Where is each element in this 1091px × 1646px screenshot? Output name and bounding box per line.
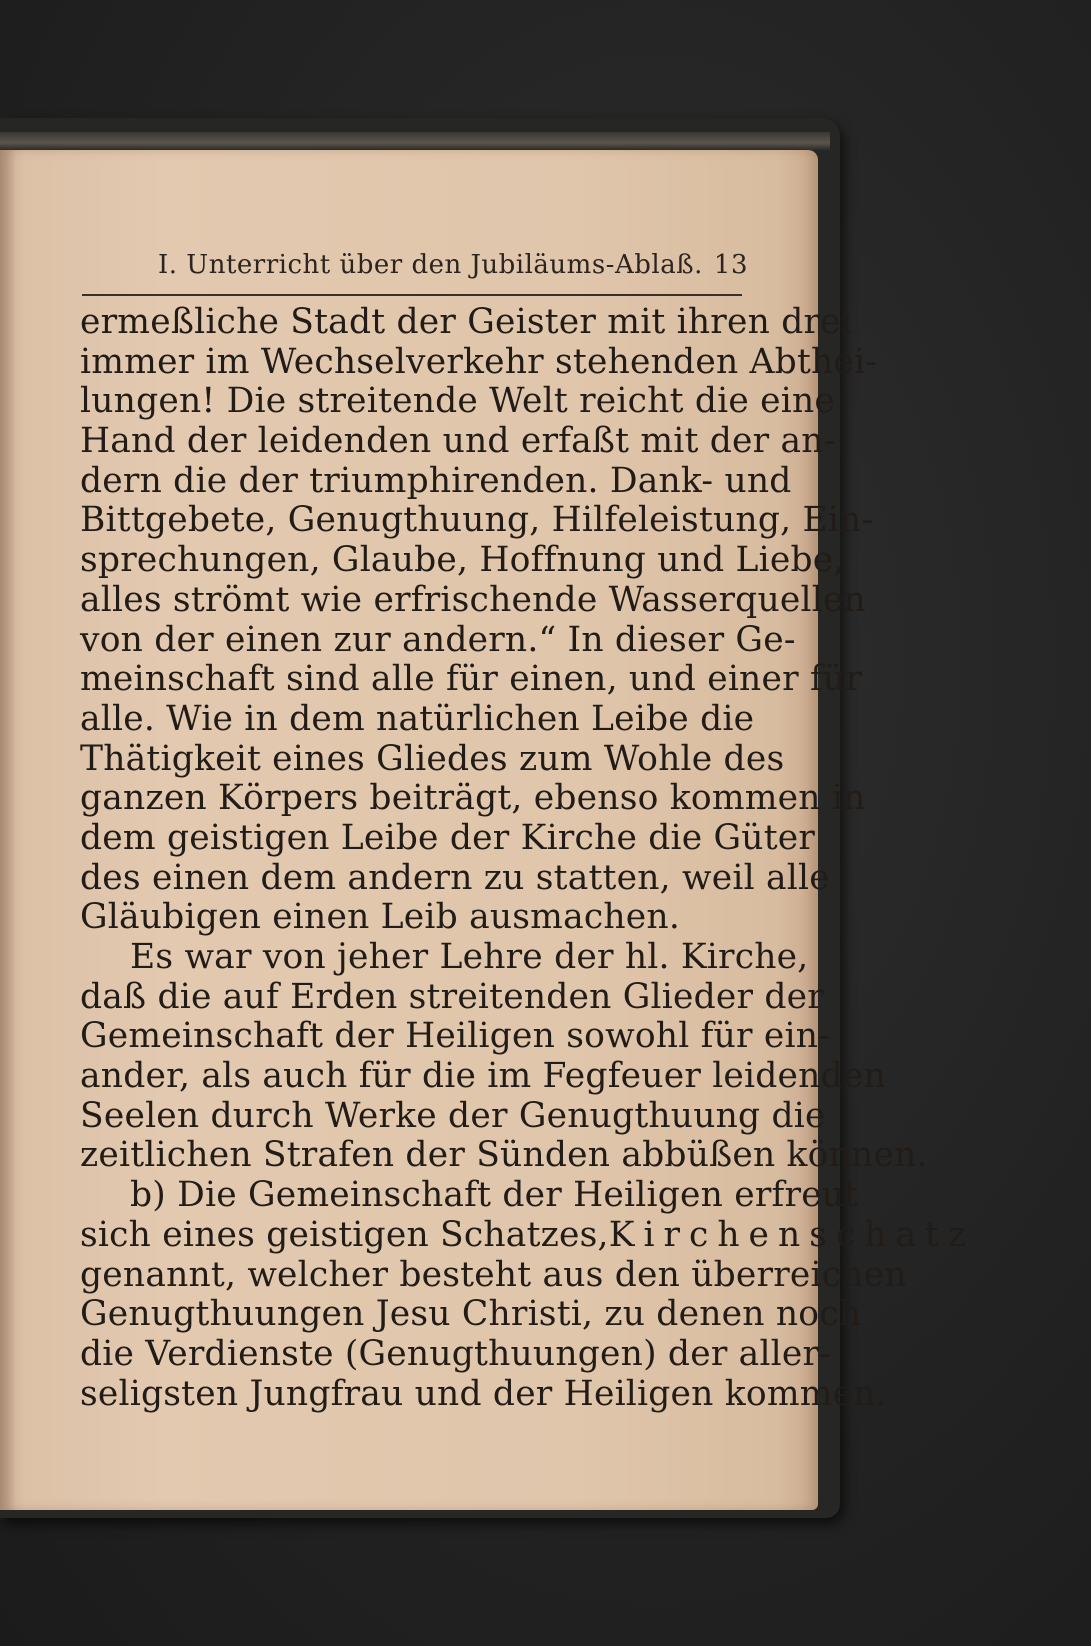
text-line: alle. Wie in dem natürlichen Leibe die: [80, 698, 755, 739]
text-line: Seelen durch Werke der Genugthuung die: [80, 1095, 826, 1136]
page-number: 13: [713, 250, 748, 280]
text-line: [80, 1214, 976, 1256]
emphasized-term: Kirchenschatz: [608, 1214, 976, 1255]
text-line: daß die auf Erden streitenden Glieder der: [80, 976, 824, 1017]
text-line: Thätigkeit eines Gliedes zum Wohle des: [80, 738, 785, 779]
text-line: Gemeinschaft der Heiligen sowohl für ein-: [80, 1016, 831, 1057]
text-line: ander, als auch für die im Fegfeuer leidenden: [80, 1056, 886, 1097]
header-rule: [82, 294, 742, 296]
text-line: meinschaft sind alle für einen, und einer für: [80, 659, 863, 700]
text-line: Bittgebete, Genugthuung, Hilfeleistung, Ein-: [80, 500, 874, 541]
text-line: die Verdienste (Genugthuungen) der aller-: [80, 1333, 832, 1374]
text-line: lungen! Die streitende Welt reicht die eine: [80, 381, 836, 422]
text-line: des einen dem andern zu statten, weil alle: [80, 857, 830, 898]
text-line: Hand der leidenden und erfaßt mit der an-: [80, 421, 836, 462]
book-top-edge: [0, 132, 830, 150]
text-line: alles strömt wie erfrischende Wasserquellen: [80, 579, 866, 620]
text-line: sprechungen, Glaube, Hoffnung und Liebe,: [80, 540, 845, 581]
chapter-title: I. Unterricht über den Jubiläums-Ablaß.: [158, 250, 703, 280]
text-line: immer im Wechselverkehr stehenden Abthei-: [80, 341, 878, 382]
text-line: genannt, welcher besteht aus den überreichen: [80, 1254, 907, 1295]
text-line: zeitlichen Strafen der Sünden abbüßen können.: [80, 1135, 928, 1176]
running-head: [158, 250, 748, 290]
text-line: Genugthuungen Jesu Christi, zu denen noch: [80, 1294, 862, 1335]
text-line: Es war von jeher Lehre der hl. Kirche,: [130, 937, 809, 977]
text-line: b) Die Gemeinschaft der Heiligen erfreut: [130, 1175, 859, 1216]
text-line-start: sich eines geistigen Schatzes,: [80, 1214, 609, 1255]
text-line: seligsten Jungfrau und der Heiligen kommen.: [80, 1373, 887, 1414]
page-body-text: [80, 302, 976, 1414]
text-line: dern die der triumphirenden. Dank- und: [80, 460, 792, 501]
text-line: ermeßliche Stadt der Geister mit ihren drei: [80, 302, 853, 342]
text-line: dem geistigen Leibe der Kirche die Güter: [80, 817, 816, 858]
page-gutter-shadow: [0, 150, 16, 1510]
text-line: ganzen Körpers beiträgt, ebenso kommen in: [80, 778, 866, 819]
text-line: Gläubigen einen Leib ausmachen.: [80, 897, 680, 938]
text-line: von der einen zur andern.“ In dieser Ge-: [80, 619, 796, 660]
